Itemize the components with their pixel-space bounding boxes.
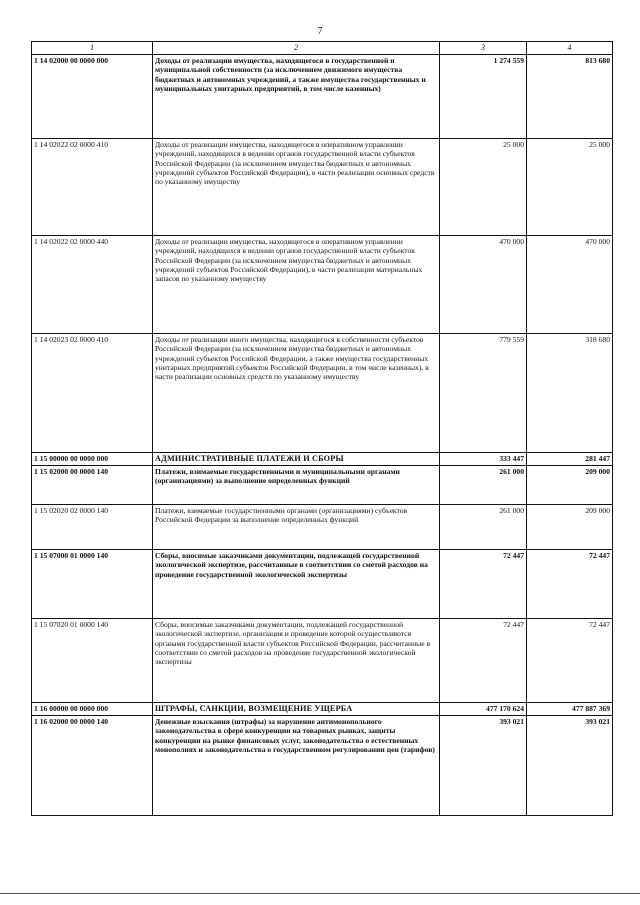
row-code: 1 14 02022 02 0000 440: [32, 236, 153, 334]
row-name: АДМИНИСТРАТИВНЫЕ ПЛАТЕЖИ И СБОРЫ: [153, 453, 440, 466]
row-value-4: 25 000: [527, 139, 613, 236]
table-row: [32, 139, 613, 236]
row-value-3: 72 447: [440, 550, 527, 619]
row-name: Платежи, взимаемые государственными органами (организациями) субъектов Российской Федерации за выполнение определенных функций: [153, 505, 440, 550]
table-row: [32, 334, 613, 453]
row-name: Доходы от реализации имущества, находящегося в оперативном управлении учреждений, находящихся в ведении органов государственной власти субъектов Российской Федерации (за исключением имущества бюджетных и автономных учреждений субъектов Российской Федерации), в части реализации основных средств по указанному имуществу: [153, 139, 440, 236]
header-cell-value-4: 4: [527, 42, 613, 55]
row-code: 1 14 02023 02 0000 410: [32, 334, 153, 453]
table-row: [32, 466, 613, 505]
revenue-table: [31, 41, 613, 816]
row-code: 1 15 07000 01 0000 140: [32, 550, 153, 619]
scan-edge-line: [0, 893, 640, 894]
row-value-3: 261 000: [440, 466, 527, 505]
row-code: 1 15 02020 02 0000 140: [32, 505, 153, 550]
table-row: [32, 505, 613, 550]
row-value-4: 72 447: [527, 619, 613, 703]
header-row: [32, 42, 613, 55]
row-code: 1 16 00000 00 0000 000: [32, 703, 153, 716]
row-value-4: 281 447: [527, 453, 613, 466]
table-row: [32, 453, 613, 466]
row-name: ШТРАФЫ, САНКЦИИ, ВОЗМЕЩЕНИЕ УЩЕРБА: [153, 703, 440, 716]
row-value-4: 318 680: [527, 334, 613, 453]
header-cell-value-3: 3: [440, 42, 527, 55]
row-name: Доходы от реализации имущества, находящегося в оперативном управлении учреждений, находящихся в ведении органов государственной власти субъектов Российской Федерации (за исключением имущества бюджетных и автономных учреждений субъектов Российской Федерации), в части реализации материальных запасов по указанному имуществу: [153, 236, 440, 334]
row-value-4: 813 680: [527, 55, 613, 139]
row-value-3: 470 000: [440, 236, 527, 334]
row-name: Денежные взыскания (штрафы) за нарушение антимонопольного законодательства в сфере конкуренции на товарных рынках, защиты конкуренции на рынке финансовых услуг, законодательства о естественных монополиях и законодательства о государственном регулировании цен (тарифов): [153, 716, 440, 816]
table-row: [32, 716, 613, 816]
row-value-3: 779 559: [440, 334, 527, 453]
row-code: 1 15 02000 00 0000 140: [32, 466, 153, 505]
row-value-4: 477 887 369: [527, 703, 613, 716]
row-value-3: 393 021: [440, 716, 527, 816]
header-cell-code: 1: [32, 42, 153, 55]
row-value-3: 261 000: [440, 505, 527, 550]
row-value-3: 1 274 559: [440, 55, 527, 139]
row-value-4: 72 447: [527, 550, 613, 619]
row-code: 1 14 02022 02 0000 410: [32, 139, 153, 236]
row-value-4: 393 021: [527, 716, 613, 816]
table-row: [32, 236, 613, 334]
table-row: [32, 619, 613, 703]
header-cell-name: 2: [153, 42, 440, 55]
row-code: 1 16 02000 00 0000 140: [32, 716, 153, 816]
row-name: Сборы, вносимые заказчиками документации, подлежащей государственной экологической экспертизе, организация и проведение которой осуществляются органами государственной власти субъектов Российской Федерации, рассчитанные в соответствии со сметой расходов на проведение государственной экологической экспертизы: [153, 619, 440, 703]
table-row: [32, 55, 613, 139]
row-name: Доходы от реализации имущества, находящегося в государственной и муниципальной собственности (за исключением движимого имущества бюджетных и автономных учреждений, а также имущества государственных и муниципальных унитарных предприятий, в том числе казенных): [153, 55, 440, 139]
row-value-3: 72 447: [440, 619, 527, 703]
row-value-4: 209 000: [527, 505, 613, 550]
row-value-3: 25 000: [440, 139, 527, 236]
row-name: Доходы от реализации иного имущества, находящегося в собственности субъектов Российской Федерации (за исключением имущества бюджетных и автономных учреждений субъектов Российской Федерации, а также имущества государственных унитарных предприятий субъектов Российской Федерации, в том числе казенных), в части реализации основных средств по указанному имуществу: [153, 334, 440, 453]
table-row: [32, 703, 613, 716]
row-value-4: 209 000: [527, 466, 613, 505]
row-code: 1 15 00000 00 0000 000: [32, 453, 153, 466]
row-value-4: 470 000: [527, 236, 613, 334]
row-value-3: 477 170 624: [440, 703, 527, 716]
row-code: 1 14 02000 00 0000 000: [32, 55, 153, 139]
page-number: 7: [317, 26, 323, 37]
row-value-3: 333 447: [440, 453, 527, 466]
table-row: [32, 550, 613, 619]
row-name: Сборы, вносимые заказчиками документации, подлежащей государственной экологической экспертизе, рассчитанные в соответствии со сметой расходов на проведение государственной экологической экспертизы: [153, 550, 440, 619]
row-name: Платежи, взимаемые государственными и муниципальными органами (организациями) за выполнение определенных функций: [153, 466, 440, 505]
row-code: 1 15 07020 01 0000 140: [32, 619, 153, 703]
